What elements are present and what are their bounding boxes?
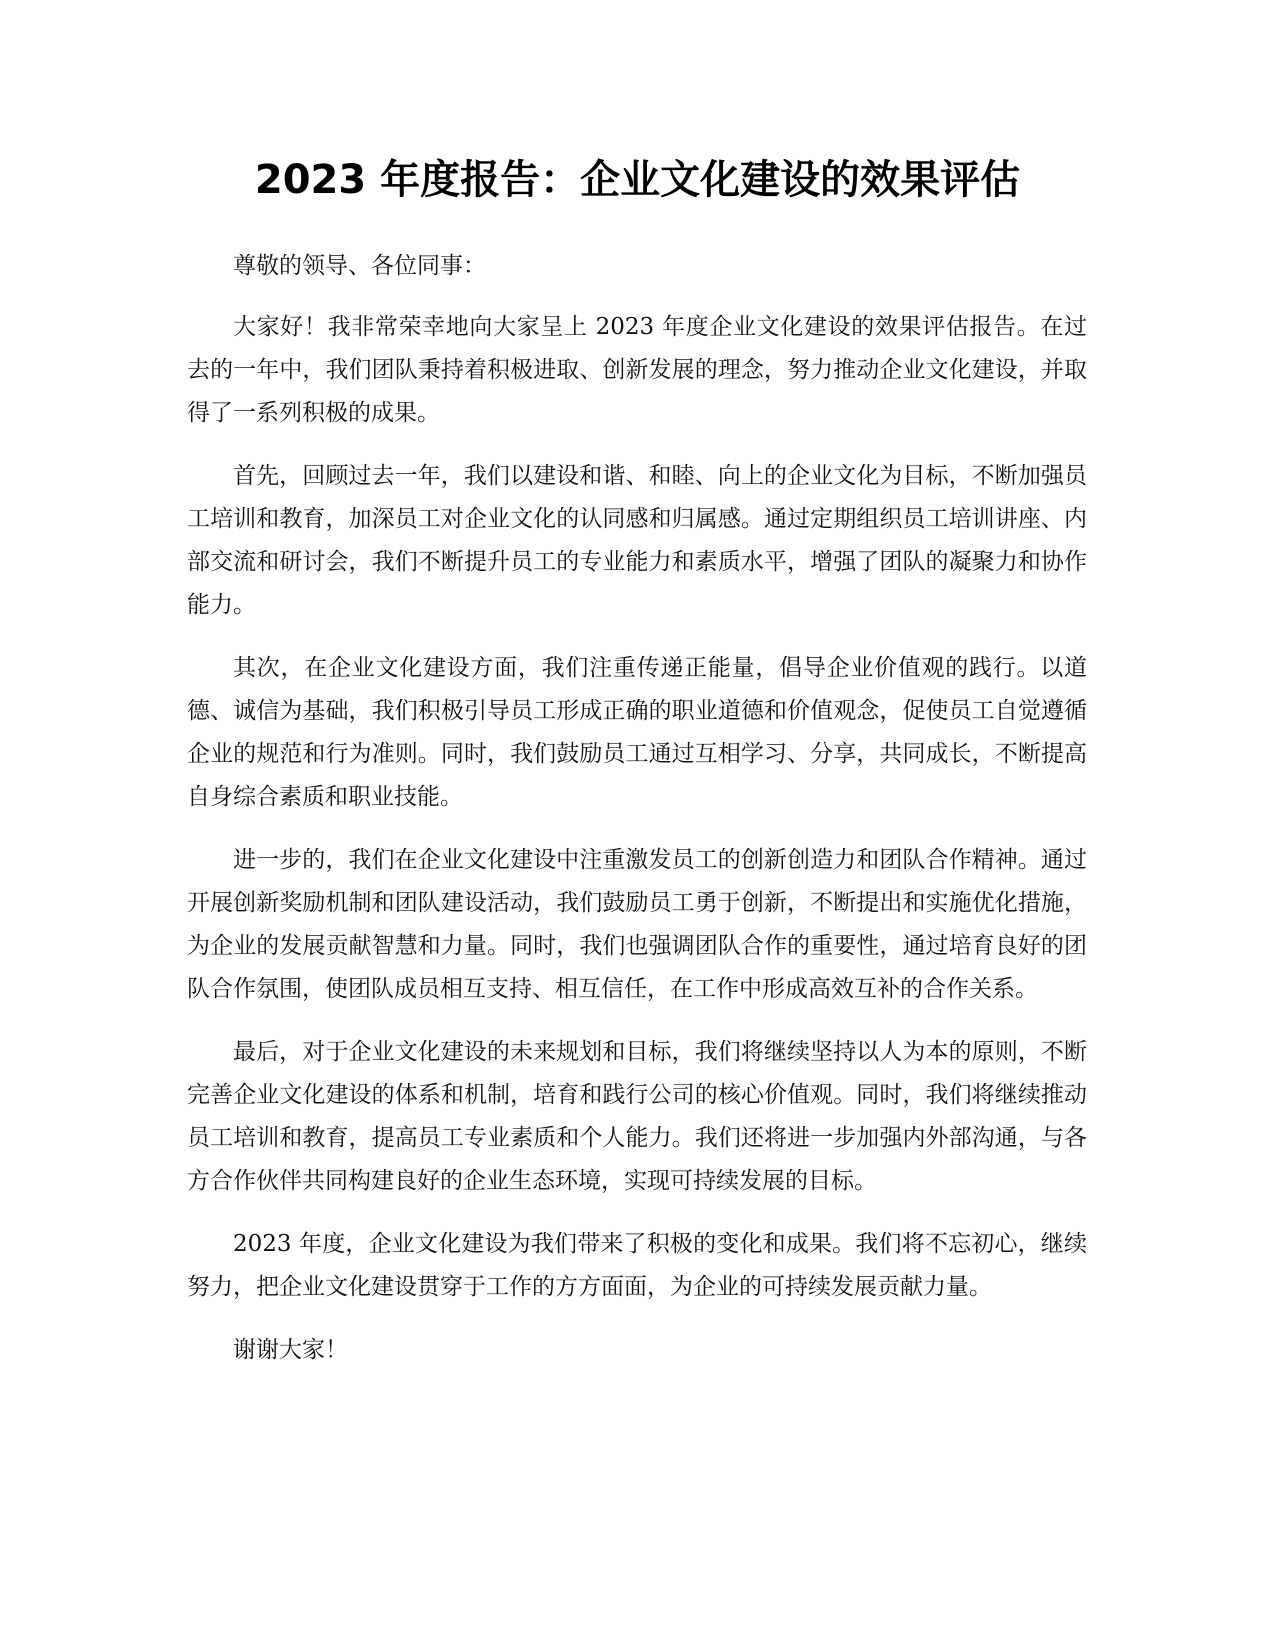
document-body — [187, 245, 1087, 1392]
paragraph-second: 其次，在企业文化建设方面，我们注重传递正能量，倡导企业价值观的践行。以道德、诚信为基础，我们积极引导员工形成正确的职业道德和价值观念，促使员工自觉遵循企业的规范和行为准则。同时，我们鼓励员工通过互相学习、分享，共同成长，不断提高自身综合素质和职业技能。 — [187, 655, 1087, 810]
paragraph-first: 首先，回顾过去一年，我们以建设和谐、和睦、向上的企业文化为目标，不断加强员工培训和教育，加深员工对企业文化的认同感和归属感。通过定期组织员工培训讲座、内部交流和研讨会，我们不断提升员工的专业能力和素质水平，增强了团队的凝聚力和协作能力。 — [187, 463, 1087, 618]
document-title: 2023 年度报告：企业文化建设的效果评估 — [254, 157, 1021, 203]
paragraph-intro: 大家好！我非常荣幸地向大家呈上 2023 年度企业文化建设的效果评估报告。在过去的一年中，我们团队秉持着积极进取、创新发展的理念，努力推动企业文化建设，并取得了一系列积极的成果。 — [187, 314, 1087, 426]
paragraph-finally: 最后，对于企业文化建设的未来规划和目标，我们将继续坚持以人为本的原则，不断完善企业文化建设的体系和机制，培育和践行公司的核心价值观。同时，我们将继续推动员工培训和教育，提高员工专业素质和个人能力。我们还将进一步加强内外部沟通，与各方合作伙伴共同构建良好的企业生态环境，实现可持续发展的目标。 — [187, 1039, 1087, 1194]
salutation: 尊敬的领导、各位同事： — [233, 253, 486, 279]
paragraph-summary: 2023 年度，企业文化建设为我们带来了积极的变化和成果。我们将不忘初心，继续努力，把企业文化建设贯穿于工作的方方面面，为企业的可持续发展贡献力量。 — [187, 1231, 1087, 1300]
paragraph-further: 进一步的，我们在企业文化建设中注重激发员工的创新创造力和团队合作精神。通过开展创新奖励机制和团队建设活动，我们鼓励员工勇于创新，不断提出和实施优化措施，为企业的发展贡献智慧和力量。同时，我们也强调团队合作的重要性，通过培育良好的团队合作氛围，使团队成员相互支持、相互信任，在工作中形成高效互补的合作关系。 — [187, 847, 1087, 1002]
closing-line: 谢谢大家！ — [233, 1337, 348, 1363]
